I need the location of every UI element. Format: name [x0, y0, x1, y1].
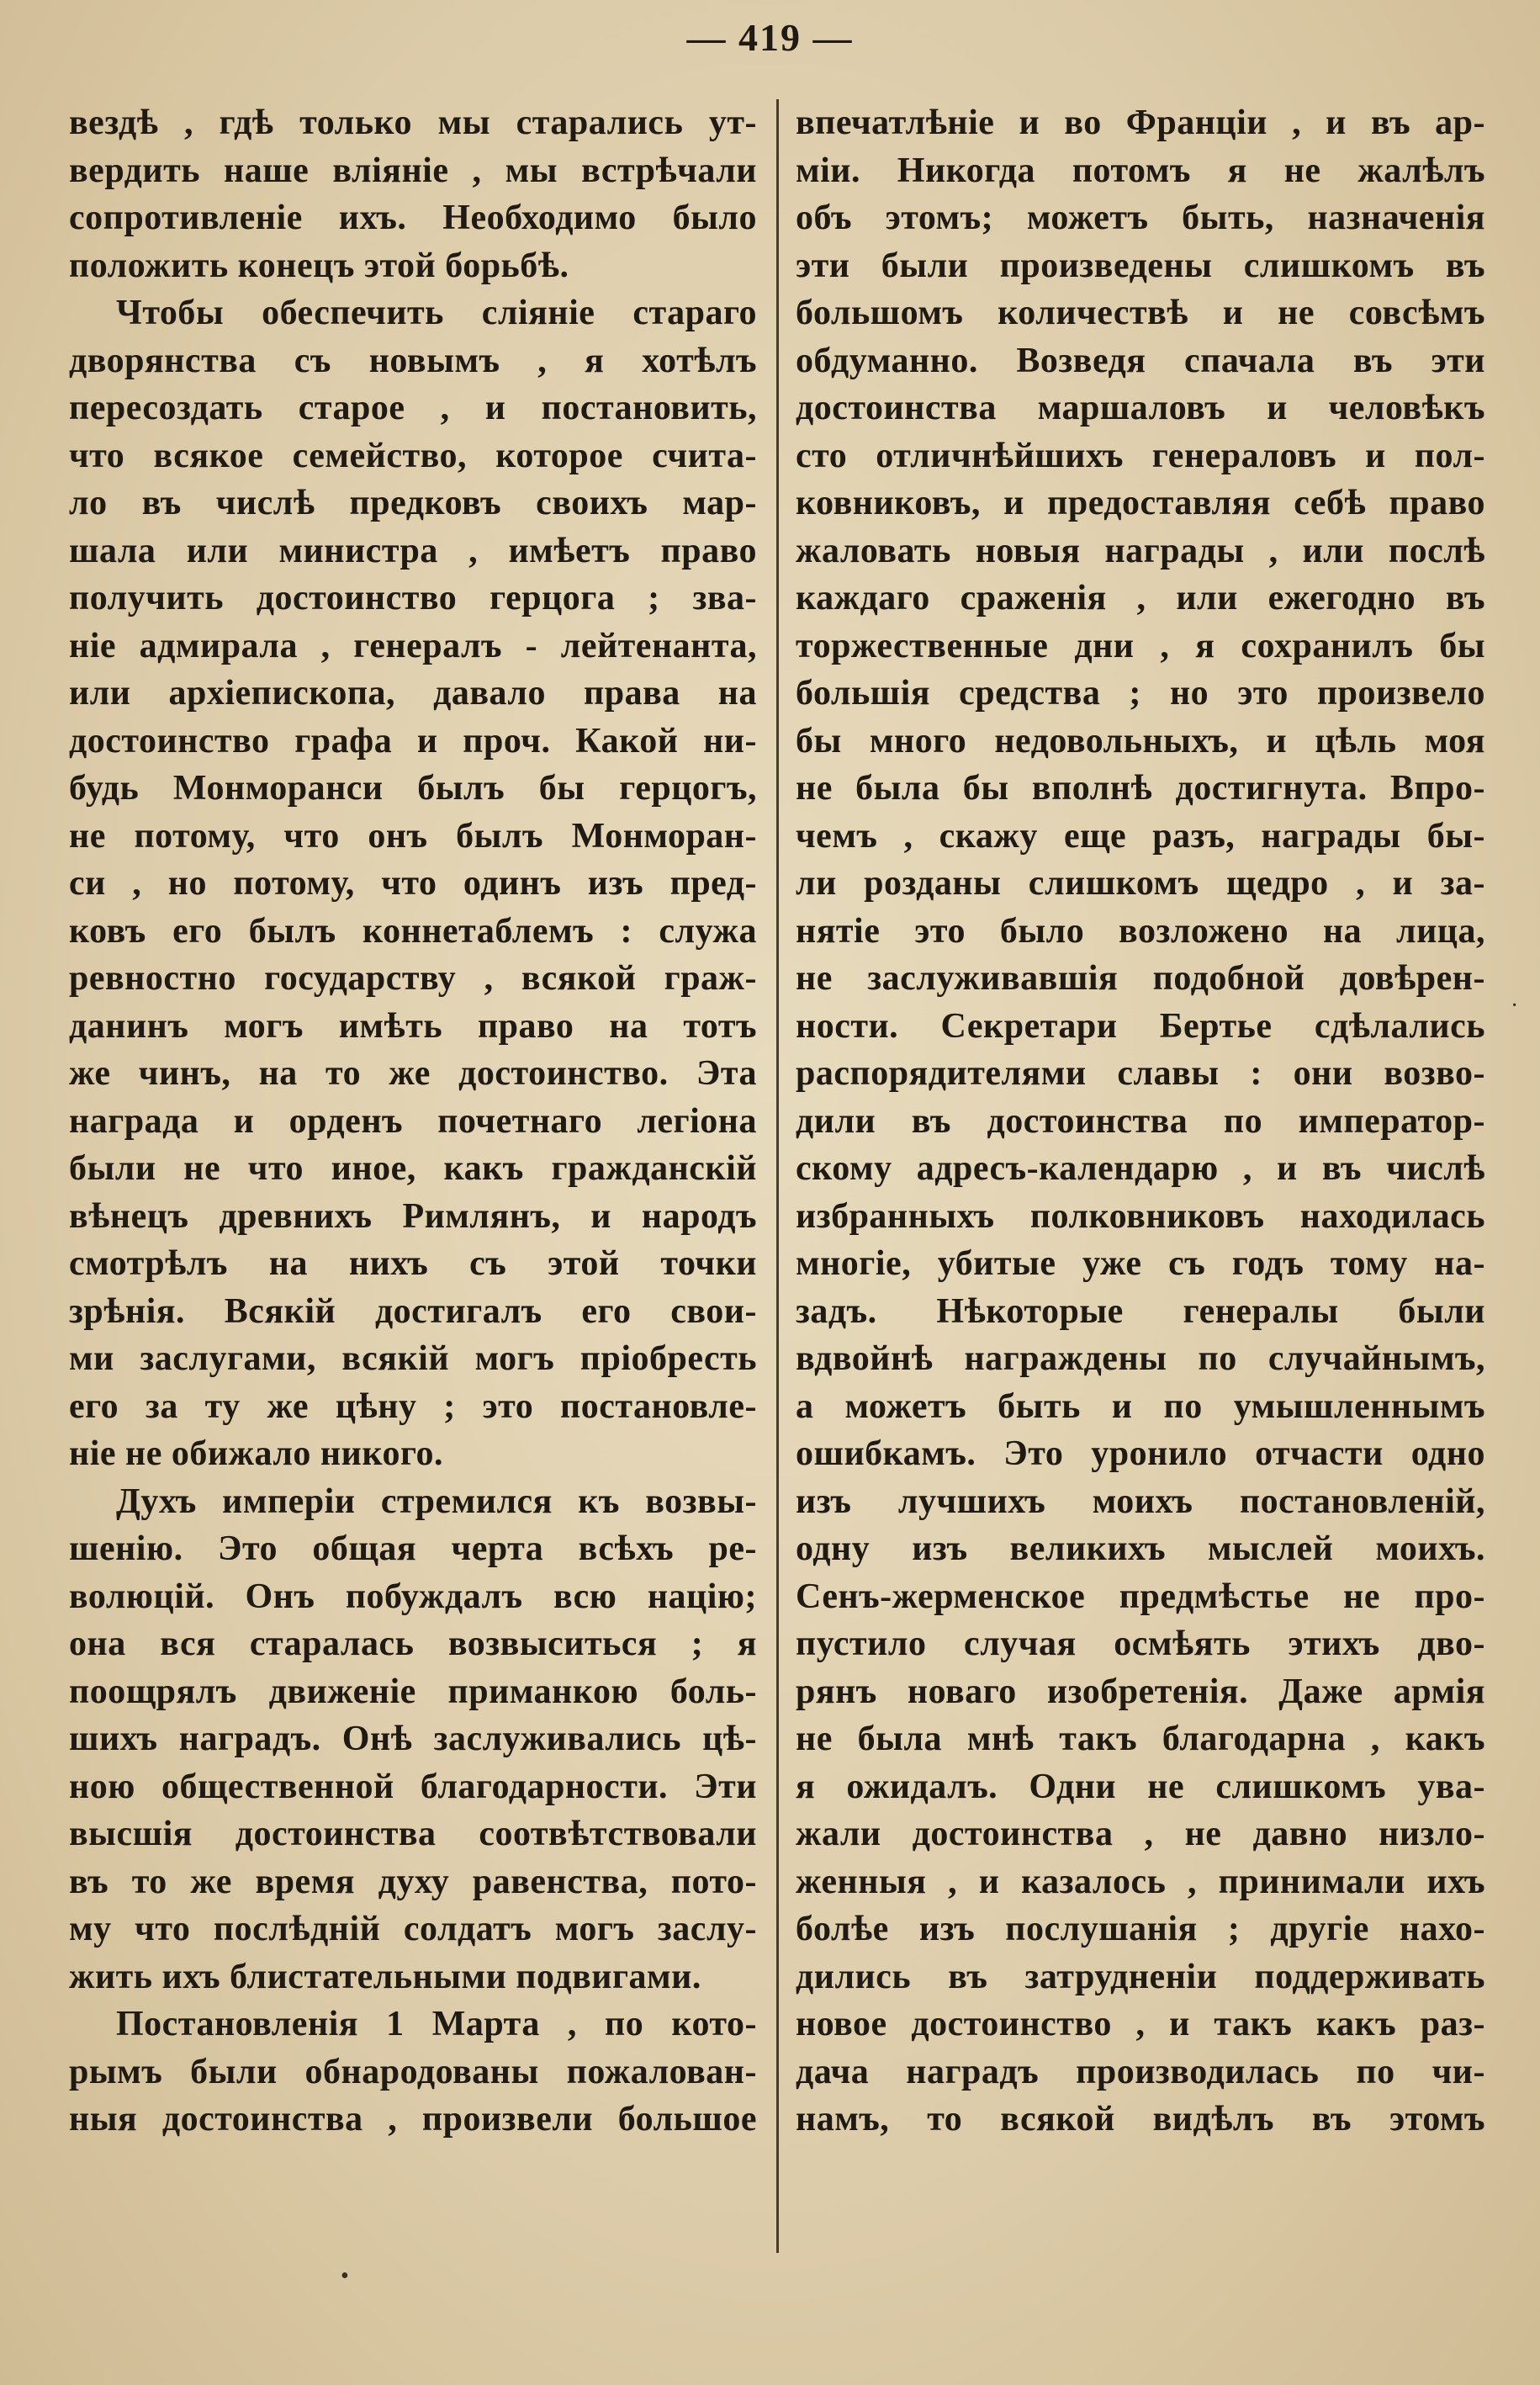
text-line: Чтобы обеспечить сліяніе стараго — [116, 294, 757, 332]
text-line: я ожидалъ. Одни не слишкомъ ува- — [796, 1767, 1485, 1806]
page-number: — 419 — — [686, 16, 854, 59]
text-line: нятіе это было возложено на лица, — [796, 911, 1485, 951]
text-line: пересоздать старое , и постановить, — [69, 389, 757, 427]
text-line: жаловать новыя награды , или послѣ — [796, 531, 1485, 570]
text-line: жали достоинства , не давно низло- — [796, 1815, 1485, 1853]
text-line: му что послѣдній солдатъ могъ заслу- — [69, 1910, 757, 1948]
text-line: были не что иное, какъ гражданскій — [69, 1149, 757, 1188]
left-column — [69, 99, 757, 2253]
text-line: положить конецъ этой борьбѣ. — [69, 246, 569, 285]
text-line: большія средства ; но это произвело — [796, 674, 1485, 713]
text-line: ревностно государству , всякой граж- — [69, 959, 757, 998]
column-divider — [776, 99, 779, 2253]
text-line: жить ихъ блистательными подвигами. — [69, 1957, 701, 1996]
text-line: дились въ затрудненіи поддерживать — [796, 1957, 1485, 1996]
text-line: она вся старалась возвыситься ; я — [69, 1624, 757, 1663]
text-line: впечатлѣніе и во Франціи , и въ ар- — [796, 103, 1485, 142]
text-line: дача наградъ производилась по чи- — [796, 2052, 1485, 2091]
text-line: сопротивленіе ихъ. Необходимо было — [69, 199, 757, 237]
text-line: дили въ достоинства по император- — [796, 1101, 1485, 1141]
text-line: намъ, то всякой видѣлъ въ этомъ — [796, 2100, 1485, 2139]
text-line: будь Монморанси былъ бы герцогъ, — [69, 769, 757, 808]
text-line: зрѣнія. Всякій достигалъ его свои- — [69, 1291, 757, 1331]
text-line: ошибкамъ. Это уронило отчасти одно — [796, 1434, 1485, 1473]
text-line: большомъ количествѣ и не совсѣмъ — [796, 294, 1485, 332]
text-line: пустило случая осмѣять этихъ дво- — [796, 1624, 1485, 1663]
text-line: ною общественной благодарности. Эти — [69, 1767, 757, 1806]
text-line: его за ту же цѣну ; это постановле- — [69, 1386, 757, 1426]
text-line: ковниковъ, и предоставляя себѣ право — [796, 484, 1485, 522]
text-line: міи. Никогда потомъ я не жалѣлъ — [796, 151, 1485, 190]
text-line: ніе не обижало никого. — [69, 1434, 444, 1473]
text-line: волюцій. Онъ побуждалъ всю націю; — [69, 1577, 757, 1616]
text-line: награда и орденъ почетнаго легіона — [69, 1101, 757, 1141]
text-line: Духъ имперіи стремился къ возвы- — [116, 1481, 757, 1521]
text-line: ныя достоинства , произвели большое — [69, 2100, 757, 2139]
text-line: ли розданы слишкомъ щедро , и за- — [796, 864, 1485, 903]
text-line: достоинство графа и проч. Какой ни- — [69, 721, 757, 761]
text-line: женныя , и казалось , принимали ихъ — [796, 1862, 1485, 1901]
right-column — [796, 99, 1485, 2253]
text-line: Сенъ-жерменское предмѣстье не про- — [796, 1577, 1485, 1616]
text-line: не была бы вполнѣ достигнута. Впро- — [796, 769, 1485, 808]
text-line: шенію. Это общая черта всѣхъ ре- — [69, 1529, 757, 1568]
text-line: обдуманно. Возведя спачала въ эти — [796, 341, 1485, 380]
text-line: рянъ новаго изобретенія. Даже армія — [796, 1672, 1485, 1711]
text-line: ности. Секретари Бертье сдѣлались — [796, 1006, 1485, 1046]
text-line: чемъ , скажу еще разъ, награды бы- — [796, 816, 1485, 856]
text-line: получить достоинство герцога ; зва- — [69, 579, 757, 617]
text-line: бы много недовольныхъ, и цѣль моя — [796, 721, 1485, 761]
text-line: рымъ были обнародованы пожалован- — [69, 2052, 757, 2091]
text-line: шала или министра , имѣетъ право — [69, 531, 757, 570]
text-line: задъ. Нѣкоторые генералы были — [796, 1291, 1485, 1331]
text-line: не потому, что онъ былъ Монморан- — [69, 816, 757, 856]
text-line: же чинъ, на то же достоинство. Эта — [69, 1054, 757, 1093]
text-line: въ то же время духу равенства, пото- — [69, 1862, 757, 1901]
text-line: изъ лучшихъ моихъ постановленій, — [796, 1481, 1485, 1521]
text-line: многіе, убитые уже съ годъ тому на- — [796, 1244, 1485, 1283]
text-line: каждаго сраженія , или ежегодно въ — [796, 579, 1485, 617]
text-line: вѣнецъ древнихъ Римлянъ, и народъ — [69, 1196, 757, 1236]
text-line: вердить наше вліяніе , мы встрѣчали — [69, 151, 757, 190]
text-line: новое достоинство , и такъ какъ раз- — [796, 2005, 1485, 2043]
text-line: дворянства съ новымъ , я хотѣлъ — [69, 341, 757, 380]
text-line: не заслуживавшія подобной довѣрен- — [796, 959, 1485, 998]
text-line: смотрѣлъ на нихъ съ этой точки — [69, 1244, 757, 1283]
text-line: сто отличнѣйшихъ генераловъ и пол- — [796, 436, 1485, 475]
text-line: а можетъ быть и по умышленнымъ — [796, 1386, 1485, 1426]
text-line: что всякое семейство, которое счита- — [69, 436, 757, 475]
text-line: скому адресъ-календарю , и въ числѣ — [796, 1149, 1485, 1188]
margin-mark: · — [1511, 993, 1519, 1019]
text-line: объ этомъ; можетъ быть, назначенія — [796, 199, 1485, 237]
text-line: данинъ могъ имѣть право на тотъ — [69, 1006, 757, 1046]
text-line: или архіепископа, давало права на — [69, 674, 757, 713]
text-line: ковъ его былъ коннетаблемъ : служа — [69, 911, 757, 951]
text-line: ми заслугами, всякій могъ пріобресть — [69, 1339, 757, 1378]
text-line: достоинства маршаловъ и человѣкъ — [796, 389, 1485, 427]
text-line: одну изъ великихъ мыслей моихъ. — [796, 1529, 1485, 1568]
text-line: вдвойнѣ награждены по случайнымъ, — [796, 1339, 1485, 1378]
text-line: шихъ наградъ. Онѣ заслуживались цѣ- — [69, 1720, 757, 1758]
ink-speck: • — [341, 2263, 349, 2289]
text-line: вездѣ , гдѣ только мы старались ут- — [69, 103, 757, 142]
text-line: избранныхъ полковниковъ находилась — [796, 1196, 1485, 1236]
text-line: си , но потому, что одинъ изъ пред- — [69, 864, 757, 903]
text-line: болѣе изъ послушанія ; другіе нахо- — [796, 1910, 1485, 1948]
text-line: ло въ числѣ предковъ своихъ мар- — [69, 484, 757, 522]
text-line: эти были произведены слишкомъ въ — [796, 246, 1485, 285]
text-line: не была мнѣ такъ благодарна , какъ — [796, 1720, 1485, 1758]
text-line: ніе адмирала , генералъ - лейтенанта, — [69, 626, 757, 665]
text-line: распорядителями славы : они возво- — [796, 1054, 1485, 1093]
text-line: торжественные дни , я сохранилъ бы — [796, 626, 1485, 665]
text-line: высшія достоинства соотвѣтствовали — [69, 1815, 757, 1853]
text-line: Постановленія 1 Марта , по кото- — [116, 2005, 757, 2043]
text-line: поощрялъ движеніе приманкою боль- — [69, 1672, 757, 1711]
